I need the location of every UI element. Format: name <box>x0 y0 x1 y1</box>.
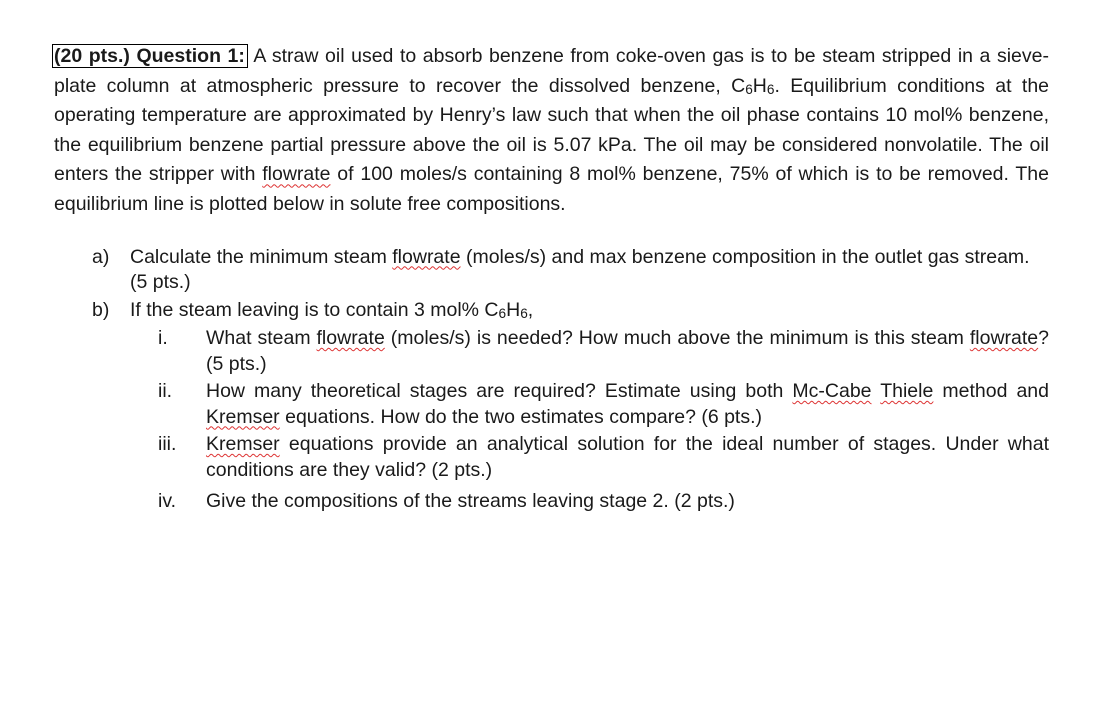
question-document <box>54 42 1049 517</box>
subitem-text: equations provide an analytical solution for the ideal number of stages. Under what conditions are they valid? (2 pts.) <box>206 433 1049 481</box>
question-header: (20 pts.) Question 1: <box>52 44 248 68</box>
subitem-i <box>54 326 1049 377</box>
subitem-marker: i. <box>158 327 168 350</box>
subscript: 6 <box>745 81 753 97</box>
subitem-text <box>872 380 881 402</box>
part-a-text-2: (moles/s) and max benzene composition in the outlet gas stream. (5 pts.) <box>130 245 1030 294</box>
part-a <box>54 245 1049 296</box>
subitem-text: method and <box>933 380 1049 403</box>
part-b-text-3: , <box>527 298 534 321</box>
part-a-marker: a) <box>92 245 110 268</box>
subitem-text: Give the compositions of the streams leaving stage 2. (2 pts.) <box>206 490 735 513</box>
part-b-subitems <box>54 326 1049 515</box>
subitem-iv <box>54 489 1049 515</box>
intro-text-1: A straw oil used to absorb benzene from coke-oven gas is to be steam stripped in a sieve-plate column at atmospheric pressure to recover the dissolved benzene, C <box>54 45 1049 97</box>
part-a-text-1: Calculate the minimum steam <box>130 245 393 268</box>
intro-text-2: H <box>752 74 767 97</box>
spellcheck-word: Kremser <box>206 433 280 456</box>
part-b-marker: b) <box>92 298 110 321</box>
subitem-marker: iv. <box>158 490 177 513</box>
subitem-ii <box>54 379 1049 430</box>
spellcheck-word: flowrate <box>392 245 461 268</box>
subitem-text: equations. How do the two estimates compare? (6 pts.) <box>279 405 763 428</box>
intro-text-4: of 100 moles/s containing 8 mol% benzene, 75% of which is to be removed. The equilibrium line is plotted below in solute free compositions. <box>54 163 1049 215</box>
spellcheck-word: flowrate <box>969 327 1039 350</box>
subitem-text: (moles/s) is needed? How much above the minimum is this steam <box>384 327 970 350</box>
subscript: 6 <box>520 305 528 321</box>
subitem-iii <box>54 432 1049 483</box>
question-parts <box>54 245 1049 515</box>
subscript: 6 <box>498 305 507 321</box>
spellcheck-word: flowrate <box>262 163 331 186</box>
spellcheck-word: flowrate <box>316 327 385 350</box>
subitem-text: What steam <box>206 327 317 350</box>
intro-text-3: . Equilibrium conditions at the operating temperature are approximated by Henry’s law such that when the oil phase contains 10 mol% benzene, the equilibrium benzene partial pressure above the oil is 5.07 kPa. The oil may be considered nonvolatile. The oil enters the stripper with <box>54 74 1050 186</box>
subitem-text: ? (5 pts.) <box>206 327 1049 375</box>
part-b-text-2: H <box>506 298 521 321</box>
subitem-text: How many theoretical stages are required? Estimate using both <box>206 380 793 403</box>
subitem-marker: ii. <box>158 380 173 403</box>
spellcheck-word: Thiele <box>880 380 934 403</box>
question-intro <box>54 42 1049 220</box>
subitem-marker: iii. <box>158 433 177 456</box>
spellcheck-word: Kremser <box>206 405 280 428</box>
part-b <box>54 298 1049 324</box>
part-b-text-1: If the steam leaving is to contain 3 mol% C <box>130 298 499 321</box>
spellcheck-word: Mc-Cabe <box>792 380 872 403</box>
subscript: 6 <box>766 81 775 97</box>
